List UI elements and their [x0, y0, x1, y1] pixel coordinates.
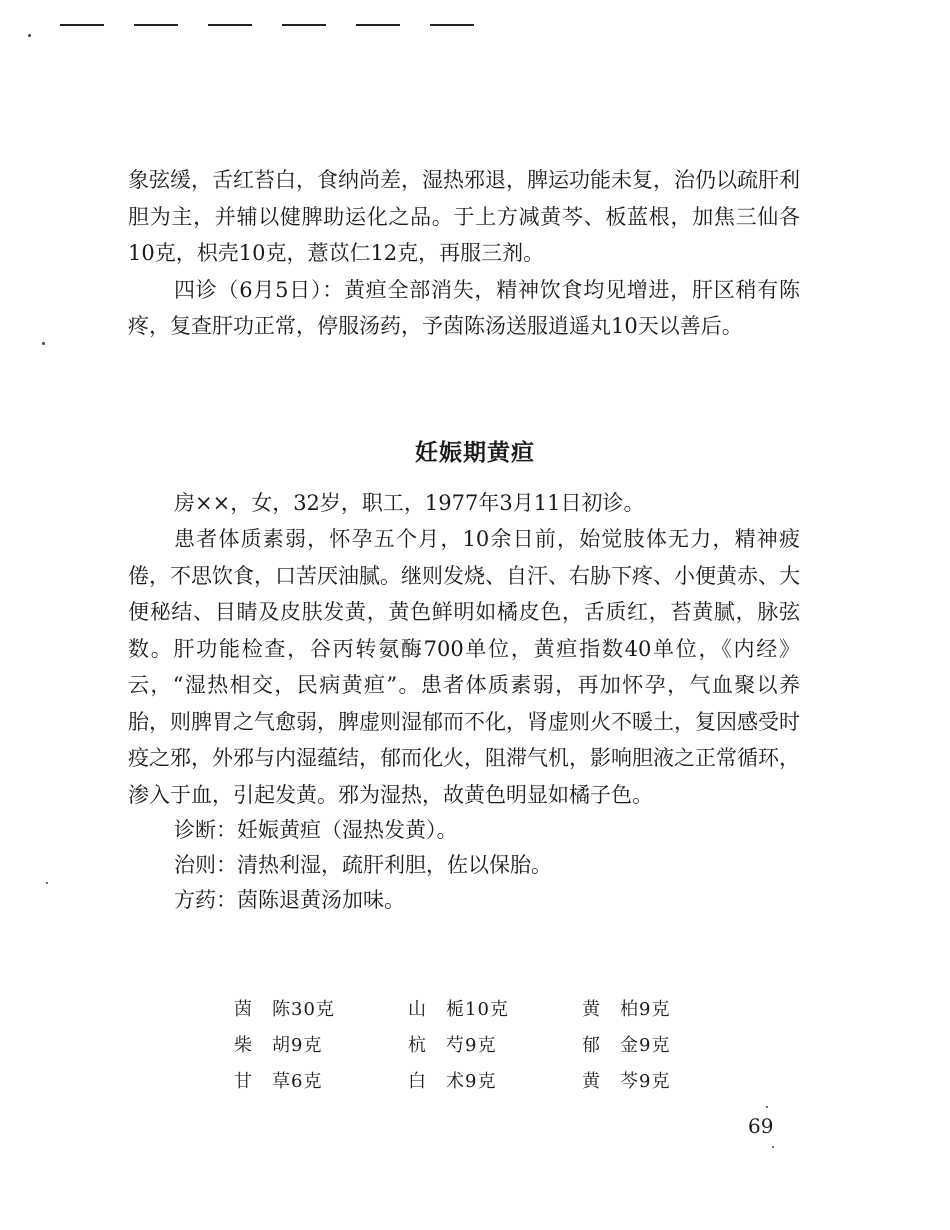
herb-item: 柴 胡9克: [234, 1035, 323, 1056]
header-rule: [60, 24, 474, 26]
herb-item: 郁 金9克: [582, 1035, 671, 1056]
herb-item: 黄 柏9克: [582, 999, 671, 1020]
herb-table: [234, 990, 756, 1098]
herb-item: 白 术9克: [408, 1071, 497, 1092]
herb-item: 茵 陈30克: [234, 999, 335, 1020]
herb-row: [234, 1062, 756, 1098]
rule-dash: [208, 24, 252, 26]
scan-speck: [28, 34, 31, 37]
paragraph: 象弦缓，舌红苔白，食纳尚差，湿热邪退，脾运功能未复，治仍以疏肝利胆为主，并辅以健脾助运化之品。于上方减黄芩、板蓝根，加焦三仙各10克，枳壳10克，薏苡仁12克，再服三剂。: [128, 168, 800, 265]
case-intro: 房××，女，32岁，职工，1977年3月11日初诊。: [174, 491, 645, 515]
herb-item: 山 栀10克: [408, 999, 509, 1020]
scan-speck: [42, 342, 45, 345]
rule-dash: [430, 24, 474, 26]
case-body: [128, 486, 800, 918]
continued-case-text: [128, 162, 800, 345]
herb-row: [234, 990, 756, 1026]
herb-item: 杭 芍9克: [408, 1035, 497, 1056]
rule-dash: [134, 24, 178, 26]
rule-dash: [282, 24, 326, 26]
section-title: 妊娠期黄疸: [415, 439, 535, 466]
paragraph-fourth-visit: 四诊（6月5日）：黄疸全部消失，精神饮食均见增进，肝区稍有陈疼，复查肝功正常，停服汤药，予茵陈汤送服逍遥丸10天以善后。: [128, 277, 800, 338]
page-number: 69: [748, 1114, 774, 1138]
rule-dash: [356, 24, 400, 26]
diagnosis: 诊断：妊娠黄疸（湿热发黄）。: [174, 818, 458, 842]
prescription: 方药：茵陈退黄汤加味。: [174, 888, 405, 912]
scan-speck: [46, 882, 48, 884]
treatment-principle: 治则：清热利湿，疏肝利胆，佐以保胎。: [174, 853, 552, 877]
herb-item: 甘 草6克: [234, 1071, 323, 1092]
scan-speck: [766, 1106, 768, 1108]
rule-dash: [60, 24, 104, 26]
herb-item: 黄 芩9克: [582, 1071, 671, 1092]
herb-row: [234, 1026, 756, 1062]
case-history: 患者体质素弱，怀孕五个月，10余日前，始觉肢体无力，精神疲倦，不思饮食，口苦厌油腻。继则发烧、自汗、右胁下疼、小便黄赤、大便秘结、目睛及皮肤发黄，黄色鲜明如橘皮色，舌质红，苔黄腻，脉弦数。肝功能检查，谷丙转氨酶700单位，黄疸指数40单位，《内经》云，“湿热相交，民病黄疸”。患者体质素弱，再加怀孕，气血聚以养胎，则脾胃之气愈弱，脾虚则湿郁而不化，肾虚则火不暖土，复因感受时疫之邪，外邪与内湿蕴结，郁而化火，阻滞气机，影响胆液之正常循环，渗入于血，引起发黄。邪为湿热，故黄色明显如橘子色。: [128, 527, 800, 807]
scan-speck: [772, 1146, 774, 1148]
